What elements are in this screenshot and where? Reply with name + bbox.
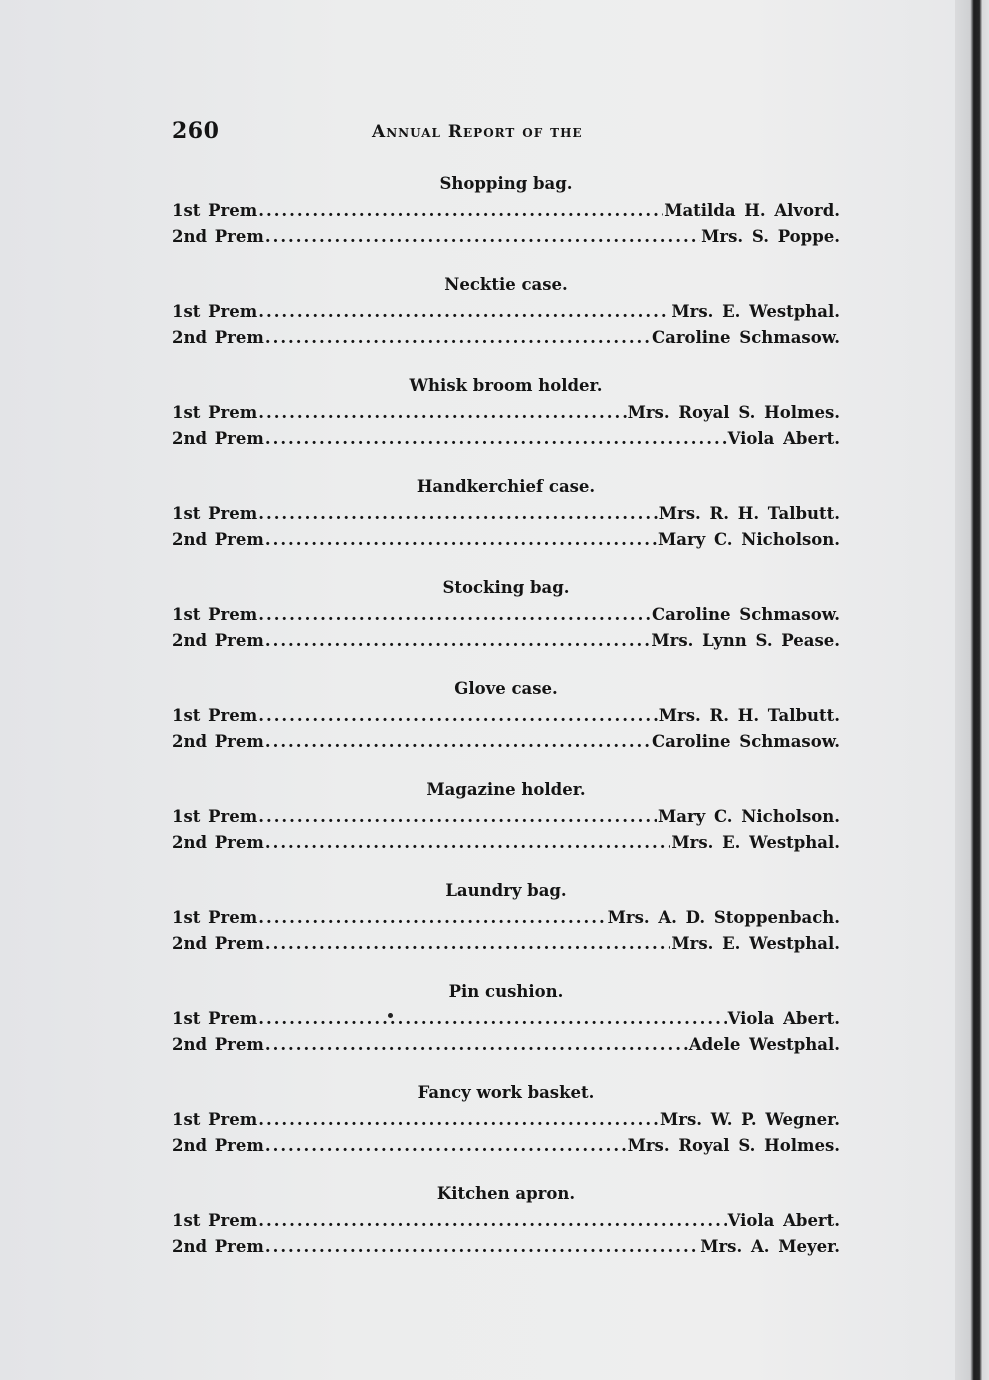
premium-rank: 1st Prem: [172, 807, 258, 826]
premium-rank: 2nd Prem: [172, 934, 264, 953]
premium-entry: [172, 1208, 840, 1234]
category-title: Kitchen apron.: [436, 1184, 576, 1203]
premium-category: [172, 271, 840, 372]
winner-name: Mary C. Nicholson.: [657, 530, 840, 549]
premium-rank: 2nd Prem: [172, 1237, 264, 1256]
premium-entry: [172, 703, 840, 729]
dot-leader: [265, 830, 671, 856]
category-title: Shopping bag.: [439, 174, 573, 193]
premium-rank: 2nd Prem: [172, 1035, 264, 1054]
dot-leader: [265, 931, 671, 957]
premium-rank: 2nd Prem: [172, 833, 264, 852]
premium-rank: 1st Prem: [172, 1110, 258, 1129]
premium-entry: [172, 400, 840, 426]
premium-rank: 1st Prem: [172, 302, 258, 321]
winner-name: Mrs. E. Westphal.: [671, 934, 840, 953]
page-binding-edge: [955, 0, 989, 1380]
premium-rank: 2nd Prem: [172, 732, 264, 751]
premium-entry: [172, 426, 840, 452]
premium-category: [172, 675, 840, 776]
category-title: Glove case.: [454, 679, 558, 698]
premium-entry: [172, 602, 840, 628]
premium-category: [172, 877, 840, 978]
winner-name: Mrs. R. H. Talbutt.: [658, 504, 840, 523]
premium-rank: 2nd Prem: [172, 328, 264, 347]
dot-leader: [258, 703, 658, 729]
winner-name: Mrs. Lynn S. Pease.: [651, 631, 840, 650]
premium-entry: [172, 1234, 840, 1260]
premium-entry: [172, 1006, 840, 1032]
dot-leader: [265, 1133, 627, 1159]
category-title: Handkerchief case.: [416, 477, 596, 496]
premium-entry: [172, 628, 840, 654]
dot-leader: [265, 527, 657, 553]
premium-rank: 2nd Prem: [172, 227, 264, 246]
winner-name: Mrs. A. D. Stoppenbach.: [607, 908, 840, 927]
premium-entry: [172, 325, 840, 351]
dot-leader: [265, 729, 651, 755]
running-title: Annual Report of the: [372, 122, 583, 142]
premium-category: [172, 170, 840, 271]
premium-category: [172, 1079, 840, 1180]
category-title: Necktie case.: [444, 275, 568, 294]
winner-name: Mrs. Royal S. Holmes.: [627, 1136, 840, 1155]
category-title: Pin cushion.: [448, 982, 564, 1001]
premium-rank: 2nd Prem: [172, 530, 264, 549]
premium-rank: 1st Prem: [172, 403, 258, 422]
premium-entry: [172, 299, 840, 325]
dot-leader: [258, 299, 670, 325]
dot-leader: [265, 1234, 699, 1260]
category-title: Whisk broom holder.: [409, 376, 603, 395]
dot-leader: [258, 198, 663, 224]
dot-leader: [258, 400, 626, 426]
premium-entry: [172, 1107, 840, 1133]
premium-category: [172, 574, 840, 675]
category-title: Laundry bag.: [445, 881, 567, 900]
premium-rank: 1st Prem: [172, 605, 258, 624]
dot-leader: [258, 1006, 726, 1032]
premium-rank: 2nd Prem: [172, 429, 264, 448]
premium-category: [172, 473, 840, 574]
premium-entry: [172, 527, 840, 553]
page-number: 260: [172, 118, 220, 144]
dot-leader: [265, 325, 651, 351]
dot-leader: [258, 501, 658, 527]
dot-leader: [258, 1107, 659, 1133]
premium-category: [172, 372, 840, 473]
premium-entry: [172, 224, 840, 250]
premium-rank: 1st Prem: [172, 908, 258, 927]
premium-entry: [172, 931, 840, 957]
winner-name: Mrs. A. Meyer.: [700, 1237, 840, 1256]
category-title: Fancy work basket.: [417, 1083, 595, 1102]
premium-entry: [172, 198, 840, 224]
winner-name: Mrs. E. Westphal.: [671, 833, 840, 852]
premium-entry: [172, 729, 840, 755]
dot-leader: [265, 224, 700, 250]
dot-leader: [258, 1208, 726, 1234]
page-header: [172, 118, 840, 148]
premium-category: [172, 978, 840, 1079]
dot-leader: [265, 1032, 688, 1058]
premium-entry: [172, 1032, 840, 1058]
ink-speck: [388, 1013, 393, 1018]
premium-entry: [172, 804, 840, 830]
winner-name: Mrs. W. P. Wegner.: [660, 1110, 840, 1129]
premium-entry: [172, 905, 840, 931]
premium-rank: 1st Prem: [172, 201, 258, 220]
winner-name: Viola Abert.: [727, 429, 840, 448]
premium-entry: [172, 501, 840, 527]
winner-name: Adele Westphal.: [688, 1035, 840, 1054]
winner-name: Caroline Schmasow.: [652, 328, 840, 347]
category-title: Stocking bag.: [442, 578, 570, 597]
dot-leader: [258, 602, 651, 628]
premium-rank: 1st Prem: [172, 504, 258, 523]
winner-name: Caroline Schmasow.: [652, 732, 840, 751]
premium-entry: [172, 830, 840, 856]
category-title: Magazine holder.: [426, 780, 586, 799]
premium-rank: 1st Prem: [172, 1009, 258, 1028]
winner-name: Matilda H. Alvord.: [664, 201, 840, 220]
premium-rank: 1st Prem: [172, 706, 258, 725]
winner-name: Caroline Schmasow.: [652, 605, 840, 624]
winner-name: Mary C. Nicholson.: [657, 807, 840, 826]
winner-name: Mrs. E. Westphal.: [671, 302, 840, 321]
premium-category: [172, 1180, 840, 1281]
premium-category: [172, 776, 840, 877]
winner-name: Mrs. Royal S. Holmes.: [627, 403, 840, 422]
premium-entry: [172, 1133, 840, 1159]
winner-name: Mrs. R. H. Talbutt.: [658, 706, 840, 725]
premium-list: [172, 170, 840, 1281]
dot-leader: [265, 628, 651, 654]
dot-leader: [265, 426, 727, 452]
dot-leader: [258, 905, 606, 931]
winner-name: Viola Abert.: [727, 1009, 840, 1028]
premium-rank: 1st Prem: [172, 1211, 258, 1230]
premium-rank: 2nd Prem: [172, 631, 264, 650]
winner-name: Viola Abert.: [727, 1211, 840, 1230]
dot-leader: [258, 804, 657, 830]
winner-name: Mrs. S. Poppe.: [701, 227, 840, 246]
premium-rank: 2nd Prem: [172, 1136, 264, 1155]
